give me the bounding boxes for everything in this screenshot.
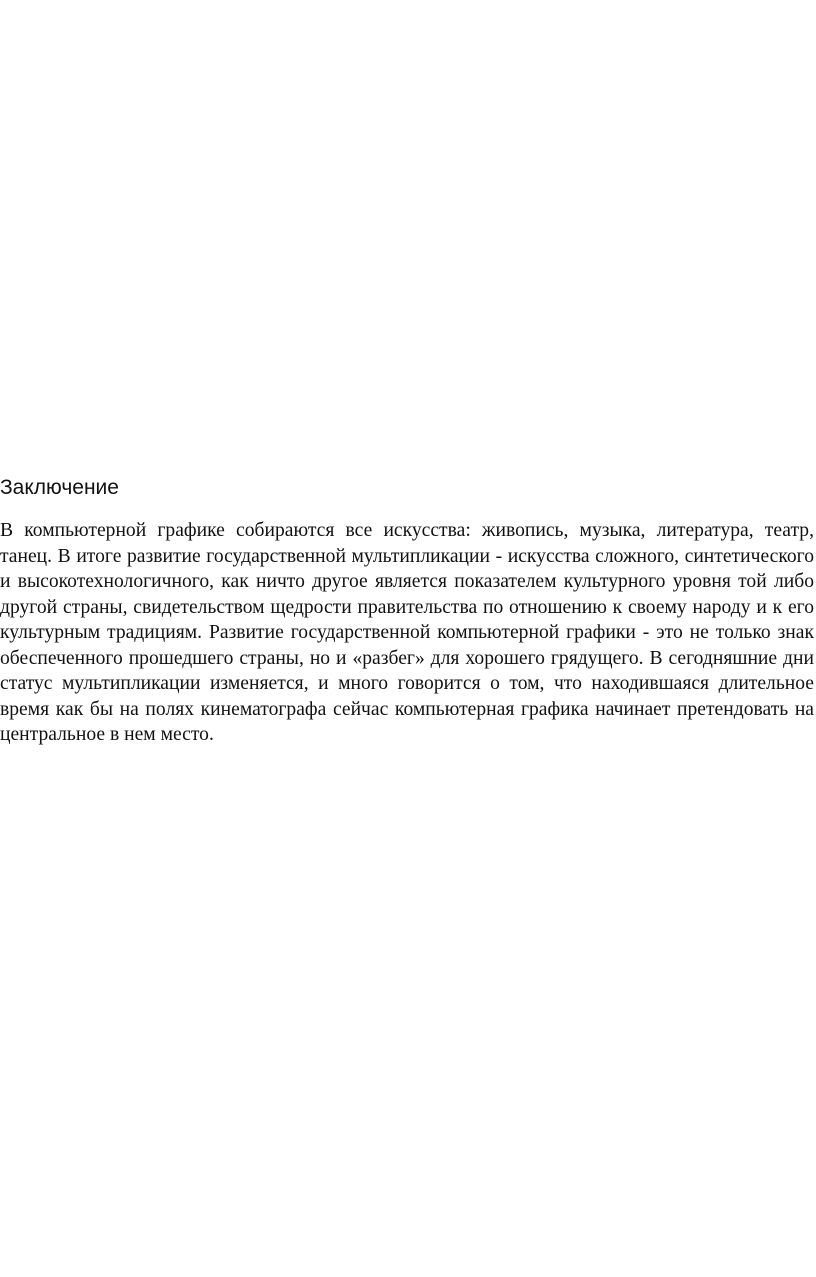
conclusion-paragraph: В компьютерной графике собираются все искусства: живопись, музыка, литература, театр, танец. В итоге развитие государственной мультипликации - искусства сложного, синтетического и высокотехнологичного, как ничто другое является показателем культурного уровня той либо другой страны, свидетельством щедрости правительства по отношению к своему народу и к его культурным традициям. Развитие государственной компьютерной графики - это не только знак обеспеченного прошедшего страны, но и «разбег» для хорошего грядущего. В сегодняшние дни статус мультипликации изменяется, и много говорится о том, что находившаяся длительное время как бы на полях кинематографа сейчас компьютерная графика начинает претендовать на центральное в нем место. — [0, 520, 814, 745]
section-heading: Заключение — [0, 476, 119, 499]
